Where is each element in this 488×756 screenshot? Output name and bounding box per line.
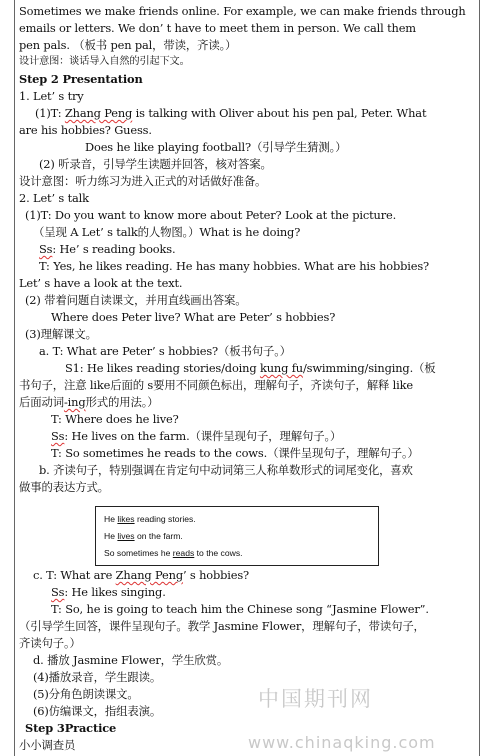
spellcheck-word: Ss: [39, 242, 53, 256]
box-sentence: [104, 530, 183, 542]
text-line: Does he like playing football?（引导学生猜测。）: [85, 140, 347, 154]
text-line: pen pals. （板书 pen pal，带读，齐读。）: [19, 38, 237, 52]
section-heading: Step 2 Presentation: [19, 72, 143, 86]
text-run: (1)T:: [35, 106, 65, 120]
text-line: d. 播放 Jasmine Flower，学生欣赏。: [33, 653, 229, 667]
text-line: are his hobbies? Guess.: [19, 123, 152, 137]
text-run: S1: He likes reading stories/doing: [65, 361, 260, 375]
watermark-url: www.chinaqking.com: [248, 733, 436, 752]
text-run: : He lives on the farm.（课件呈现句子，理解句子。）: [64, 429, 342, 443]
text-line: （引导学生回答，课件呈现句子。教学 Jasmine Flower，理解句子，带读句子，: [19, 619, 425, 633]
text-run: : He’ s reading books.: [52, 242, 176, 256]
text-line: 齐读句子。）: [19, 636, 81, 650]
text-line: T: Where does he live?: [51, 412, 179, 426]
text-run: is talking with Oliver about his pen pal, Peter. What: [132, 106, 427, 120]
text-line: b. 齐读句子，特别强调在肯定句中动词第三人称单数形式的词尾变化，喜欢: [39, 463, 413, 477]
underlined-verb: likes: [117, 514, 135, 524]
text-run: /swimming/singing.（板: [302, 361, 436, 375]
subsection-heading: 2. Let’ s talk: [19, 191, 89, 205]
text-run: to the cows.: [194, 548, 243, 558]
text-run: c. T: What are: [33, 568, 116, 582]
text-line: [51, 584, 166, 600]
spellcheck-word: kung fu: [259, 361, 303, 375]
text-line: Sometimes we make friends online. For example, we can make friends through: [19, 4, 466, 18]
sentence-box: [95, 506, 379, 566]
text-line: (2) 带着问题自读课文，并用直线画出答案。: [25, 293, 247, 307]
section-heading: Step 3Practice: [25, 721, 117, 735]
watermark-chinese: 中国期刊网: [258, 687, 373, 711]
spellcheck-word: -ing: [63, 395, 86, 409]
text-run: 后面动词: [19, 395, 64, 409]
text-run: 形式的用法。）: [85, 395, 159, 409]
spellcheck-word: Ss: [51, 585, 65, 599]
spellcheck-word: Ss: [51, 429, 65, 443]
text-line: (2) 听录音，引导学生读题并回答，核对答案。: [39, 157, 272, 171]
underlined-verb: reads: [172, 548, 195, 558]
text-run: : He likes singing.: [64, 585, 166, 599]
text-line: T: Yes, he likes reading. He has many hobbies. What are his hobbies?: [39, 259, 429, 273]
text-line: Let’ s have a look at the text.: [19, 276, 183, 290]
text-line: [39, 241, 175, 257]
text-line: [33, 567, 249, 583]
design-intent-note: 设计意图：谈话导入自然的引起下文。: [19, 56, 190, 67]
text-line: (4)播放录音，学生跟读。: [33, 670, 162, 684]
text-line: 书句子，注意 like后面的 s要用不同颜色标出，理解句子，齐读句子，解释 like: [19, 378, 413, 392]
text-run: on the farm.: [134, 531, 183, 541]
spellcheck-word: Zhang Peng: [115, 568, 183, 582]
text-line: [19, 394, 159, 410]
text-line: (6)仿编课文，指组表演。: [33, 704, 162, 718]
text-line: 做事的表达方式。: [19, 480, 109, 494]
text-line: (3)理解课文。: [25, 327, 97, 341]
underlined-verb: lives: [117, 531, 135, 541]
text-line: T: So sometimes he reads to the cows.（课件呈现句子，理解句子。）: [51, 446, 419, 460]
text-run: He: [104, 514, 118, 524]
text-line: T: So, he is going to teach him the Chinese song “Jasmine Flower”.: [51, 602, 429, 616]
text-line: 小小调查员: [19, 738, 76, 752]
text-line: [35, 105, 426, 121]
text-line: a. T: What are Peter’ s hobbies?（板书句子。）: [39, 344, 291, 358]
text-run: reading stories.: [134, 514, 196, 524]
text-line: （呈现 A Let’ s talk的人物图。）What is he doing?: [33, 225, 301, 239]
box-sentence: [104, 547, 243, 559]
text-line: [65, 360, 436, 376]
text-line: (5)分角色朗读课文。: [33, 687, 139, 701]
box-sentence: [104, 513, 196, 525]
text-run: ’ s hobbies?: [182, 568, 249, 582]
design-intent-note: 设计意图：听力练习为进入正式的对话做好准备。: [19, 174, 267, 188]
text-line: [51, 428, 341, 444]
text-line: Where does Peter live? What are Peter’ s hobbies?: [51, 310, 336, 324]
text-line: emails or letters. We don’ t have to meet them in person. We call them: [19, 21, 416, 35]
text-run: So sometimes he: [104, 548, 173, 558]
text-line: (1)T: Do you want to know more about Peter? Look at the picture.: [25, 208, 397, 222]
lesson-document: [14, 0, 480, 756]
spellcheck-word: Zhang Peng: [64, 106, 133, 120]
text-run: He: [104, 531, 118, 541]
subsection-heading: 1. Let’ s try: [19, 89, 84, 103]
